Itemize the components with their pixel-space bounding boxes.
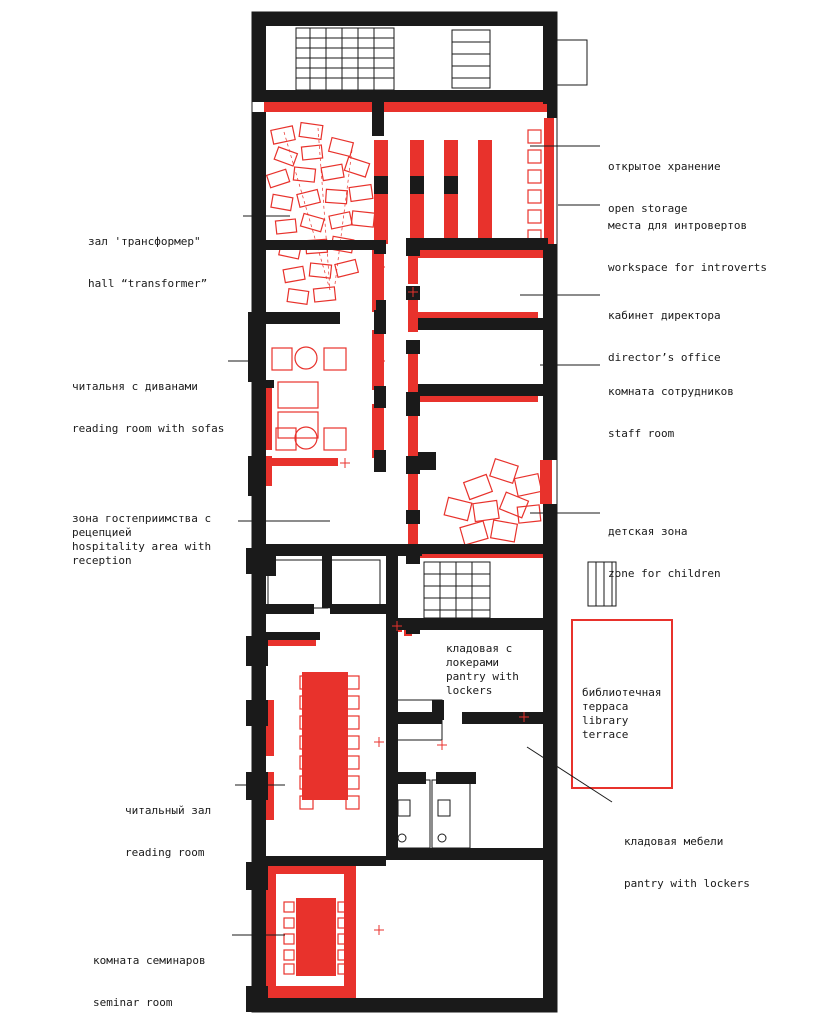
label-pantry-furniture	[624, 807, 750, 905]
label-hospitality-area-en: hospitality area with reception	[72, 540, 212, 567]
label-library-terrace	[582, 686, 666, 742]
label-reading-room-ru: читальный зал	[125, 804, 212, 817]
label-hospitality-area	[72, 512, 232, 568]
label-library-terrace-en: library terrace	[582, 714, 629, 741]
label-zone-for-children-en: zone for children	[608, 567, 721, 580]
label-directors-office-ru: кабинет директора	[608, 309, 721, 322]
label-seminar-room-ru: комната семинаров	[93, 954, 206, 967]
label-pantry-lockers-ru: кладовая с локерами	[446, 642, 513, 669]
label-zone-for-children-ru: детская зона	[608, 525, 688, 538]
label-seminar-room-en: seminar room	[93, 996, 173, 1009]
label-pantry-furniture-ru: кладовая мебели	[624, 835, 724, 848]
label-reading-room	[125, 776, 211, 874]
label-introverts	[608, 191, 767, 289]
label-staff-room	[608, 357, 734, 455]
label-reading-room-sofas-en: reading room with sofas	[72, 422, 225, 435]
label-directors-office-en: director’s office	[608, 351, 721, 364]
label-reading-room-en: reading room	[125, 846, 205, 859]
label-open-storage-ru: открытое хранение	[608, 160, 721, 173]
label-library-terrace-ru: библиотечная терраса	[582, 686, 662, 713]
label-introverts-en: workspace for introverts	[608, 261, 767, 274]
label-pantry-lockers	[446, 642, 538, 698]
label-seminar-room	[93, 926, 206, 1024]
label-staff-room-en: staff room	[608, 427, 675, 440]
label-reading-room-sofas-ru: читальня с диванами	[72, 380, 198, 393]
label-hospitality-area-ru: зона гостеприимства с рецепцией	[72, 512, 212, 539]
label-hall-transformer	[88, 207, 207, 305]
label-open-storage-en: open storage	[608, 202, 688, 215]
label-pantry-furniture-en: pantry with lockers	[624, 877, 750, 890]
label-staff-room-ru: комната сотрудников	[608, 385, 734, 398]
label-zone-for-children	[608, 497, 721, 595]
label-introverts-ru: места для интровертов	[608, 219, 748, 232]
label-pantry-lockers-en: pantry with lockers	[446, 670, 519, 697]
label-hall-transformer-en: hall “transformer”	[88, 277, 208, 290]
label-hall-transformer-ru: зал 'трансформер"	[88, 235, 201, 248]
label-reading-room-sofas	[72, 352, 224, 450]
